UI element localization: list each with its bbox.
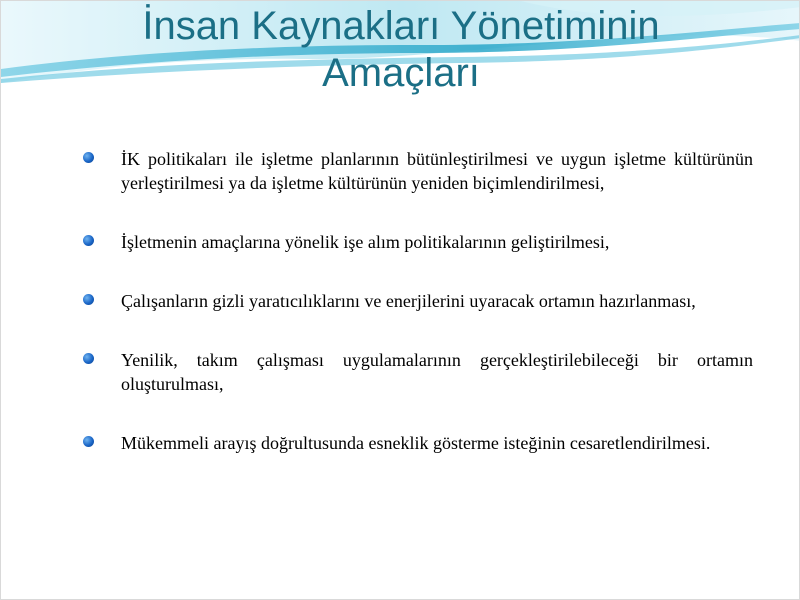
title-line-2: Amaçları: [322, 51, 480, 95]
bullet-text: Yenilik, takım çalışması uygulamalarının gerçekleştirilebileceği bir ortamın oluşturulması,: [121, 350, 753, 394]
list-item: [79, 230, 753, 254]
bullet-dot-icon: [83, 353, 94, 364]
title-line-1: İnsan Kaynakları Yönetiminin: [142, 4, 660, 48]
bullet-dot-icon: [83, 294, 94, 305]
list-item: [79, 147, 753, 195]
list-item: [79, 431, 753, 455]
bullet-text: Mükemmeli arayış doğrultusunda esneklik gösterme isteğinin cesaretlendirilmesi.: [121, 433, 711, 453]
bullet-text: Çalışanların gizli yaratıcılıklarını ve enerjilerini uyaracak ortamın hazırlanması,: [121, 291, 696, 311]
bullet-text: İşletmenin amaçlarına yönelik işe alım politikalarının geliştirilmesi,: [121, 232, 610, 252]
bullet-dot-icon: [83, 152, 94, 163]
bullet-dot-icon: [83, 436, 94, 447]
bullet-text: İK politikaları ile işletme planlarının bütünleştirilmesi ve uygun işletme kültürünün yerleştirilmesi ya da işletme kültürünün yeniden biçimlendirilmesi,: [121, 149, 753, 193]
list-item: [79, 348, 753, 396]
slide-title: [61, 3, 741, 97]
bullet-dot-icon: [83, 235, 94, 246]
bullet-list: [79, 147, 753, 490]
list-item: [79, 289, 753, 313]
